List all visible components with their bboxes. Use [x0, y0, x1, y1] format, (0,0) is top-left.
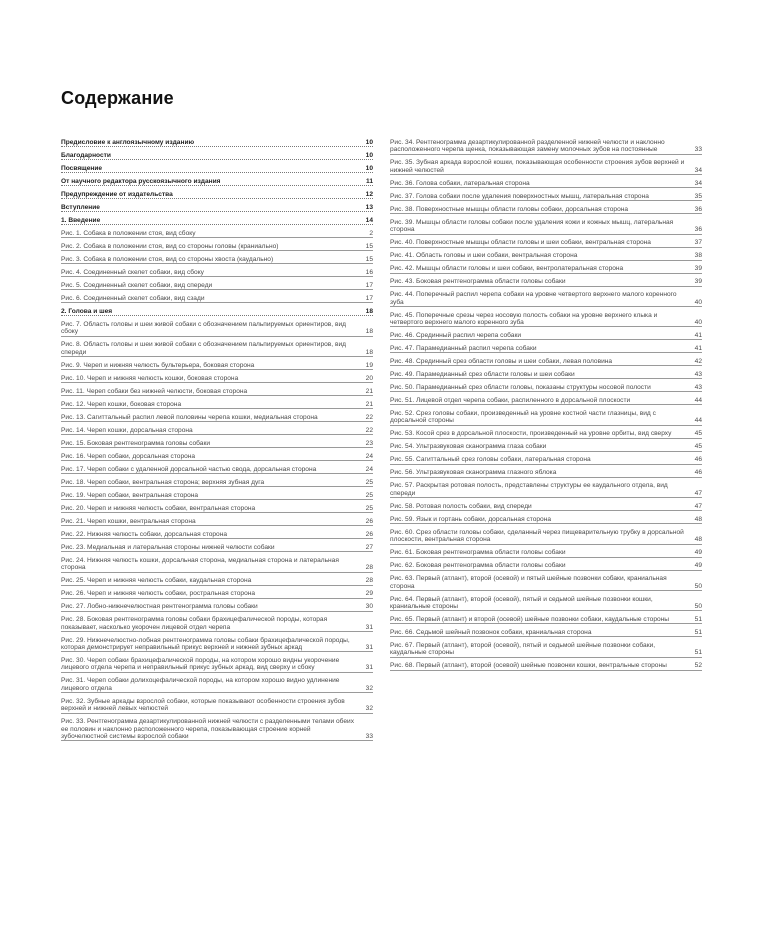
toc-entry-page: 49 [694, 562, 702, 570]
toc-entry [61, 375, 373, 383]
toc-entry [61, 256, 373, 264]
toc-entry [390, 410, 702, 426]
toc-entry-title: Предисловие к англоязычному изданию [61, 139, 195, 146]
toc-entry-page: 18 [365, 348, 373, 356]
toc-entry-title: Вступление [61, 204, 100, 211]
toc-entry-page: 25 [365, 504, 373, 512]
toc-entry-page: 42 [694, 358, 702, 366]
toc-entry-title: Посвящение [61, 165, 103, 172]
toc-entry-page: 50 [694, 603, 702, 611]
toc-entry-page: 15 [365, 243, 373, 250]
toc-entry [61, 191, 373, 199]
toc-entry [61, 401, 373, 409]
toc-entry [390, 358, 702, 366]
toc-entry [61, 282, 373, 290]
toc-entry-page: 23 [365, 439, 373, 447]
toc-entry [390, 503, 702, 511]
toc-entry-title: Рис. 3. Собака в положении стоя, вид со стороны хвоста (каудально) [61, 256, 274, 263]
toc-entry-title: Рис. 41. Область головы и шеи собаки, вентральная сторона [390, 252, 578, 260]
toc-entry [390, 332, 702, 340]
toc-entry-title: Рис. 38. Поверхностные мышцы области головы собаки, дорсальная сторона [390, 205, 629, 213]
toc-entry-page: 22 [365, 413, 373, 421]
toc-entry-title: Рис. 34. Рентгенограмма дезартикулированной разделенной нижней челюсти и наклонно расположенного черепа щенка, показывающая замену молочных зубов на постоянные [390, 139, 665, 154]
toc-entry-page: 10 [365, 139, 373, 146]
toc-entry-title: Рис. 36. Голова собаки, латеральная сторона [390, 179, 530, 187]
toc-entry-page: 43 [694, 371, 702, 379]
page-title: Содержание [61, 88, 174, 108]
toc-entry-title: Благодарности [61, 152, 111, 159]
toc-entry-title: Рис. 9. Череп и нижняя челюсть бультерьера, боковая сторона [61, 361, 255, 369]
toc-entry-title: Рис. 26. Череп и нижняя челюсть собаки, ростральная сторона [61, 590, 256, 598]
toc-entry-title: Рис. 63. Первый (атлант), второй (осевой) и пятый шейные позвонки собаки, краниальная сторона [390, 575, 667, 590]
toc-entry-title: Рис. 67. Первый (атлант), второй (осевой), пятый и седьмой шейные позвонки собаки, каудальные стороны [390, 642, 656, 657]
toc-entry-page: 26 [365, 517, 373, 525]
toc-entry-page: 21 [365, 387, 373, 395]
toc-entry-title: Рис. 17. Череп собаки с удаленной дорсальной частью свода, дорсальная сторона [61, 465, 317, 473]
toc-entry-page: 31 [365, 623, 373, 631]
toc-entry-title: Рис. 57. Раскрытая ротовая полость, представлены структуры ее каудального отдела, вид спереди [390, 482, 668, 497]
toc-entry-page: 51 [694, 629, 702, 637]
toc-entry-title: Рис. 19. Череп собаки, вентральная сторона [61, 491, 199, 499]
toc-entry-page: 41 [694, 345, 702, 353]
toc-entry [390, 265, 702, 273]
toc-entry-title: Рис. 40. Поверхностные мышцы области головы и шеи собаки, вентральная сторона [390, 239, 651, 247]
toc-entry [390, 456, 702, 464]
toc-entry-title: Рис. 4. Соединенный скелет собаки, вид сбоку [61, 269, 204, 276]
toc-entry [61, 492, 373, 500]
toc-entry-page: 17 [365, 295, 373, 302]
toc-entry-title: Рис. 6. Соединенный скелет собаки, вид сзади [61, 295, 205, 302]
toc-entry-page: 31 [365, 664, 373, 672]
toc-entry [390, 529, 702, 545]
toc-entry-title: Рис. 28. Боковая рентгенограмма головы собаки брахицефалической породы, которая показывает, насколько укорочен лицевой отдел черепа [61, 616, 328, 631]
toc-entry-page: 41 [694, 332, 702, 340]
toc-entry-page: 44 [694, 397, 702, 405]
toc-entry [61, 217, 373, 225]
toc-entry-title: Рис. 50. Парамедианный срез области головы, показаны структуры носовой полости [390, 384, 651, 392]
toc-entry [390, 252, 702, 260]
toc-entry [390, 469, 702, 477]
toc-entry-title: Рис. 27. Лобно-нижнечелюстная рентгенограмма головы собаки [61, 603, 258, 611]
toc-entry-title: Рис. 42. Мышцы области головы и шеи собаки, вентролатеральная сторона [390, 265, 624, 273]
toc-entry [390, 206, 702, 214]
toc-entry-title: Рис. 52. Срез головы собаки, произведенный на уровне костной части глазницы, вид с дорсальной стороны [390, 410, 656, 425]
toc-entry-title: Рис. 60. Срез области головы собаки, сделанный через пищеварительную трубку в дорсальной плоскости, вентральная сторона [390, 528, 684, 544]
toc-entry [390, 430, 702, 438]
toc-entry [61, 427, 373, 435]
toc-entry-title: Рис. 2. Собака в положении стоя, вид со стороны головы (краниально) [61, 243, 279, 250]
toc-entry-title: Рис. 32. Зубные аркады взрослой собаки, которые показывают особенности строения зубов верхней и нижней левых челюстей [61, 697, 345, 713]
toc-entry-title: Рис. 1. Собака в положении стоя, вид сбоку [61, 230, 196, 237]
toc-entry [61, 230, 373, 238]
toc-entry-page: 26 [365, 530, 373, 538]
toc-entry-page: 44 [694, 417, 702, 425]
toc-entry [390, 219, 702, 235]
toc-entry-title: Рис. 15. Боковая рентгенограмма головы собаки [61, 439, 211, 447]
toc-entry-title: Рис. 22. Нижняя челюсть собаки, дорсальная сторона [61, 530, 228, 538]
toc-entry-page: 32 [365, 684, 373, 692]
toc-entry [61, 388, 373, 396]
toc-entry-page: 50 [694, 582, 702, 590]
toc-entry [390, 239, 702, 247]
toc-entry-title: Рис. 5. Соединенный скелет собаки, вид спереди [61, 282, 213, 289]
toc-entry-page: 33 [694, 146, 702, 154]
toc-entry-title: Рис. 59. Язык и гортань собаки, дорсальная сторона [390, 515, 552, 523]
toc-entry [390, 371, 702, 379]
toc-entry-page: 45 [694, 443, 702, 451]
toc-entry [390, 384, 702, 392]
toc-entry-title: Рис. 65. Первый (атлант) и второй (осевой) шейные позвонки собаки, каудальные стороны [390, 616, 670, 624]
toc-entry-title: Рис. 49. Парамедианный срез области головы и шеи собаки [390, 371, 575, 379]
toc-entry-page: 45 [694, 430, 702, 438]
toc-entry-title: Рис. 16. Череп собаки, дорсальная сторона [61, 452, 196, 460]
toc-entry-title: Рис. 33. Рентгенограмма дезартикулированной нижней челюсти с разделенными телами обеих ее половин и наклонно расположенного черепа, показывающая строение корней зубочелюстной системы взрослой собаки [61, 718, 355, 741]
toc-entry-page: 18 [365, 308, 373, 315]
toc-entry-title: От научного редактора русскоязычного издания [61, 178, 221, 185]
toc-entry [61, 637, 373, 653]
toc-entry-title: Рис. 30. Череп собаки брахицефалической породы, на котором хорошо видны укорочение лицевого отдела черепа и неправильный прикус зубных аркад, вид сверху и сбоку [61, 657, 340, 672]
toc-entry-page: 52 [694, 662, 702, 670]
toc-entry-page: 51 [694, 616, 702, 624]
toc-entry-title: Предупреждение от издательства [61, 191, 173, 198]
toc-entry [61, 677, 373, 693]
toc-entry-title: Рис. 44. Поперечный распил черепа собаки на уровне четвертого верхнего малого коренного зуба [390, 291, 677, 306]
toc-entry-page: 47 [694, 502, 702, 510]
toc-entry-page: 30 [365, 603, 373, 611]
toc-entry-page: 16 [365, 269, 373, 276]
toc-entry-page: 28 [365, 577, 373, 585]
toc-entry [390, 139, 702, 155]
toc-entry-title: Рис. 66. Седьмой шейный позвонок собаки, краниальная сторона [390, 629, 592, 637]
toc-entry-page: 13 [365, 204, 373, 211]
toc-entry-page: 32 [365, 705, 373, 713]
toc-entry-page: 39 [694, 278, 702, 286]
toc-entry [61, 204, 373, 212]
toc-entry [61, 657, 373, 673]
toc-entry-page: 49 [694, 549, 702, 557]
toc-entry-title: Рис. 31. Череп собаки долихоцефалической породы, на котором хорошо видно удлинение лицевого отдела [61, 677, 340, 692]
toc-entry [390, 345, 702, 353]
toc-entry-title: Рис. 7. Область головы и шеи живой собаки с обозначением пальпируемых ориентиров, вид сбоку [61, 321, 346, 336]
toc-entry-title: Рис. 51. Лицевой отдел черепа собаки, распиленного в дорсальной плоскости [390, 397, 631, 405]
toc-entry [390, 562, 702, 570]
toc-entry-page: 48 [694, 515, 702, 523]
toc-entry-title: Рис. 12. Череп кошки, боковая сторона [61, 400, 182, 408]
toc-entry-title: Рис. 68. Первый (атлант), второй (осевой) шейные позвонки кошки, вентральные стороны [390, 662, 667, 670]
toc-entry [61, 165, 373, 173]
toc-entry-title: Рис. 11. Череп собаки без нижней челюсти, боковая сторона [61, 387, 248, 395]
toc-entry [61, 698, 373, 714]
toc-entry-page: 37 [694, 239, 702, 247]
toc-entry-title: Рис. 10. Череп и нижняя челюсть кошки, боковая сторона [61, 374, 239, 382]
toc-entry-page: 39 [694, 265, 702, 273]
toc-entry-title: Рис. 23. Медиальная и латеральная стороны нижней челюсти собаки [61, 543, 275, 551]
toc-entry-page: 15 [365, 256, 373, 263]
toc-entry-title: Рис. 61. Боковая рентгенограмма области головы собаки [390, 549, 566, 557]
toc-entry [390, 549, 702, 557]
toc-entry-page: 12 [365, 191, 373, 198]
toc-entry-title: Рис. 25. Череп и нижняя челюсть собаки, каудальная сторона [61, 577, 252, 585]
toc-entry [390, 312, 702, 328]
toc-entry-title: Рис. 39. Мышцы области головы собаки после удаления кожи и кожных мышц, латеральная сторона [390, 218, 674, 234]
toc-entry [390, 397, 702, 405]
toc-entry [61, 152, 373, 160]
toc-entry-page: 2 [369, 230, 373, 237]
toc-entry-page: 46 [694, 469, 702, 477]
toc-entry [390, 642, 702, 658]
toc-entry-page: 29 [365, 590, 373, 598]
toc-entry-page: 40 [694, 298, 702, 306]
toc-entry-title: Рис. 47. Парамедианный распил черепа собаки [390, 345, 537, 353]
toc-entry-page: 47 [694, 489, 702, 497]
toc-entry-title: Рис. 8. Область головы и шеи живой собаки с обозначением пальпируемых ориентиров, вид спереди [61, 341, 346, 356]
toc-entry [61, 603, 373, 611]
toc-entry-title: Рис. 21. Череп кошки, вентральная сторона [61, 517, 196, 525]
toc-entry-page: 24 [365, 452, 373, 460]
toc-entry-title: Рис. 56. Ультразвуковая сканограмма глазного яблока [390, 469, 557, 477]
toc-entry-title: Рис. 46. Срединный распил черепа собаки [390, 332, 522, 340]
toc-entry-page: 11 [366, 178, 373, 185]
toc-entry [61, 531, 373, 539]
toc-entry [390, 482, 702, 498]
toc-entry-page: 24 [365, 465, 373, 473]
toc-entry-page: 43 [694, 384, 702, 392]
toc-entry-title: Рис. 29. Нижнечелюстно-лобная рентгенограмма головы собаки брахицефалической породы, которая демонстрирует неправильный прикус верхней и нижней зубных аркад [61, 636, 350, 652]
toc-entry-page: 40 [694, 319, 702, 327]
toc-entry-page: 22 [365, 426, 373, 434]
toc-entry [390, 159, 702, 175]
toc-entry-page: 31 [365, 644, 373, 652]
toc-entry [61, 362, 373, 370]
toc-entry [390, 291, 702, 307]
toc-entry-page: 34 [694, 179, 702, 187]
toc-entry-title: Рис. 54. Ультразвуковая сканограмма глаза собаки [390, 443, 547, 451]
toc-entry [61, 518, 373, 526]
toc-entry-page: 21 [365, 400, 373, 408]
toc-entry-page: 25 [365, 491, 373, 499]
toc-entry [61, 616, 373, 632]
toc-entry [390, 662, 702, 670]
toc-entry [61, 308, 373, 316]
toc-column-right [390, 139, 702, 675]
toc-entry [61, 557, 373, 573]
toc-entry-page: 10 [365, 165, 373, 172]
toc-entry-title: Рис. 48. Срединный срез области головы и шеи собаки, левая половина [390, 358, 613, 366]
toc-entry-page: 20 [365, 374, 373, 382]
toc-entry [61, 243, 373, 251]
toc-entry [61, 269, 373, 277]
toc-entry [61, 178, 373, 186]
toc-entry-page: 25 [365, 478, 373, 486]
toc-entry-page: 10 [365, 152, 373, 159]
toc-entry [390, 180, 702, 188]
toc-entry-page: 36 [694, 226, 702, 234]
toc-entry [390, 616, 702, 624]
toc-entry [390, 278, 702, 286]
toc-entry-title: Рис. 18. Череп собаки, вентральная сторона; верхняя зубная дуга [61, 478, 265, 486]
toc-entry [61, 505, 373, 513]
toc-entry-title: Рис. 64. Первый (атлант), второй (осевой), пятый и седьмой шейные позвонки кошки, краниальные стороны [390, 595, 653, 611]
toc-entry-title: Рис. 58. Ротовая полость собаки, вид спереди [390, 502, 532, 510]
toc-entry [61, 414, 373, 422]
toc-entry [61, 718, 373, 741]
toc-entry-title: Рис. 62. Боковая рентгенограмма области головы собаки [390, 562, 566, 570]
toc-entry-title: Рис. 20. Череп и нижняя челюсть собаки, вентральная сторона [61, 504, 256, 512]
toc-entry-page: 38 [694, 252, 702, 260]
toc-entry [61, 453, 373, 461]
toc-entry [61, 577, 373, 585]
toc-entry-page: 27 [365, 543, 373, 551]
toc-entry [390, 596, 702, 612]
toc-entry-title: Рис. 35. Зубная аркада взрослой кошки, показывающая особенности строения зубов верхней и нижней челюстей [390, 159, 685, 174]
toc-entry-title: Рис. 53. Косой срез в дорсальной плоскости, произведенный на уровне орбиты, вид сверху [390, 430, 672, 438]
toc-entry-page: 48 [694, 536, 702, 544]
toc-entry-page: 14 [365, 217, 373, 224]
toc-entry [390, 629, 702, 637]
toc-entry [390, 443, 702, 451]
toc-entry-page: 28 [365, 564, 373, 572]
toc-entry-title: Рис. 43. Боковая рентгенограмма области головы собаки [390, 278, 566, 286]
toc-entry [61, 139, 373, 147]
toc-entry-title: Рис. 55. Сагиттальный срез головы собаки, латеральная сторона [390, 456, 591, 464]
toc-entry-page: 18 [365, 328, 373, 336]
toc-entry-title: 1. Введение [61, 217, 101, 224]
toc-entry [61, 341, 373, 357]
toc-entry [61, 479, 373, 487]
toc-entry [61, 321, 373, 337]
toc-entry-title: Рис. 14. Череп кошки, дорсальная сторона [61, 426, 193, 434]
toc-entry-page: 35 [694, 192, 702, 200]
toc-entry [390, 516, 702, 524]
toc-entry-page: 33 [365, 733, 373, 741]
toc-entry-page: 34 [694, 166, 702, 174]
toc-entry [61, 544, 373, 552]
toc-entry-title: Рис. 24. Нижняя челюсть кошки, дорсальная сторона, медиальная сторона и латеральная сторона [61, 556, 339, 572]
toc-column-left [61, 139, 373, 746]
toc-entry [390, 193, 702, 201]
toc-entry [390, 575, 702, 591]
toc-entry-page: 19 [365, 361, 373, 369]
toc-entry-title: 2. Голова и шея [61, 308, 113, 315]
toc-entry-title: Рис. 37. Голова собаки после удаления поверхностных мышц, латеральная сторона [390, 192, 649, 200]
toc-entry [61, 590, 373, 598]
toc-entry-page: 51 [694, 649, 702, 657]
toc-entry [61, 440, 373, 448]
toc-entry [61, 466, 373, 474]
toc-entry [61, 295, 373, 303]
toc-entry-title: Рис. 13. Сагиттальный распил левой половины черепа кошки, медиальная сторона [61, 413, 318, 421]
toc-entry-page: 36 [694, 205, 702, 213]
toc-entry-title: Рис. 45. Поперечные срезы через носовую полость собаки на уровне верхнего клыка и четвертого верхнего малого коренного зуба [390, 311, 658, 327]
toc-entry-page: 46 [694, 456, 702, 464]
toc-entry-page: 17 [365, 282, 373, 289]
